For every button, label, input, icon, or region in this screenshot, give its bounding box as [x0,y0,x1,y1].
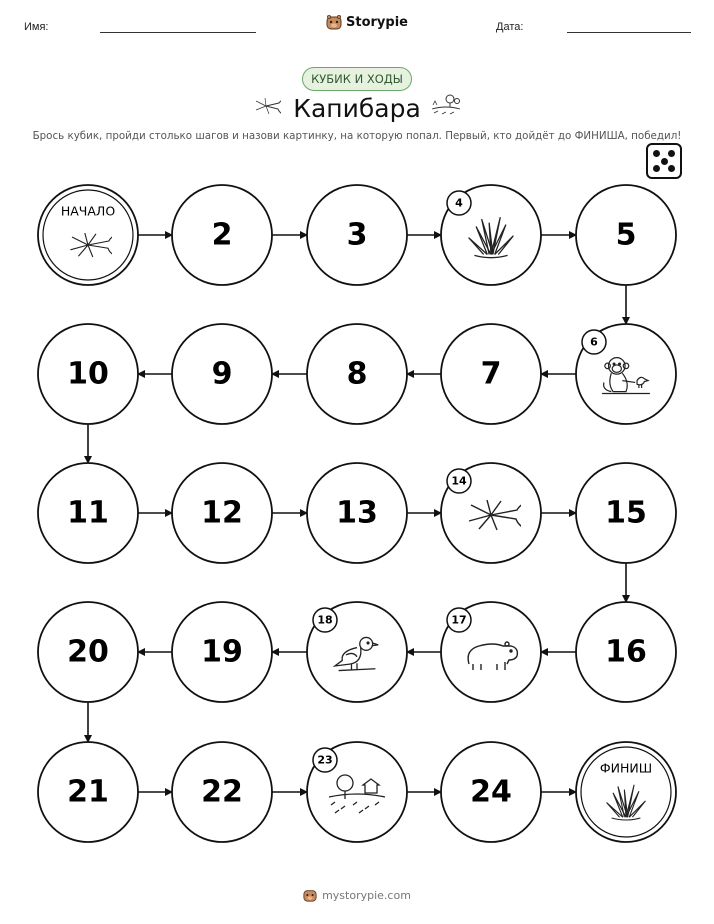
name-label: Имя: [24,21,49,33]
cell-number: 22 [201,774,243,810]
cell-number-badge [447,608,471,632]
board-cell-9[interactable] [172,324,272,424]
finish-label: ФИНИШ [599,760,653,776]
cell-number: 2 [211,217,233,253]
board-cell-2[interactable] [172,185,272,285]
page-title: Капибара [293,94,421,123]
cell-number: 15 [605,495,647,531]
board-cell-24[interactable] [441,742,541,842]
board-cell-6[interactable] [576,324,676,424]
cell-number: 10 [67,356,109,392]
cell-number: 9 [211,356,233,392]
cell-number: 21 [67,774,109,810]
cell-number: 17 [451,613,467,627]
cell-number: 18 [317,613,333,627]
capybara-logo-icon [303,888,317,902]
board-cell-17[interactable] [441,602,541,702]
start-label: НАЧАЛО [60,203,116,219]
cell-number: 12 [201,495,243,531]
cell-number: 19 [201,634,243,670]
board-cell-21[interactable] [38,742,138,842]
cell-number-badge [313,608,337,632]
cell-number: 13 [336,495,378,531]
cell-number: 6 [590,335,598,349]
board-cell-16[interactable] [576,602,676,702]
board-cell-12[interactable] [172,463,272,563]
instructions-text: Брось кубик, пройди столько шагов и назови картинку, на которую попал. Первый, кто дойдёт до ФИНИША, победил! [32,130,682,142]
brand-name: Storypie [346,14,408,30]
cell-number: 23 [317,753,333,767]
footer [0,888,714,902]
cell-number: 4 [455,196,463,210]
cell-number: 3 [346,217,368,253]
cell-number: 5 [615,217,637,253]
board-cell-23[interactable] [307,742,407,842]
board-cell-13[interactable] [307,463,407,563]
board-cell-10[interactable] [38,324,138,424]
board-cell-11[interactable] [38,463,138,563]
board-cell-3[interactable] [307,185,407,285]
cell-number-badge [313,748,337,772]
board-cell-19[interactable] [172,602,272,702]
board-cell-22[interactable] [172,742,272,842]
board-cell-18[interactable] [307,602,407,702]
board-cell-4[interactable] [441,185,541,285]
cell-number: 16 [605,634,647,670]
cell-number: 24 [470,774,512,810]
start-cell[interactable] [38,185,151,285]
cell-number: 11 [67,495,109,531]
cell-number: 14 [451,474,467,488]
cell-number: 7 [480,356,502,392]
cell-number: 20 [67,634,109,670]
board-cell-8[interactable] [307,324,407,424]
board-cell-15[interactable] [576,463,676,563]
cell-number: 8 [346,356,368,392]
cell-number-badge [447,191,471,215]
footer-url[interactable]: mystorypie.com [322,888,411,902]
game-type-badge: КУБИК И ХОДЫ [302,67,412,91]
cell-number-badge [447,469,471,493]
board-cell-5[interactable] [576,185,676,285]
cell-number-badge [582,330,606,354]
board-cell-20[interactable] [38,602,138,702]
board-cell-7[interactable] [441,324,541,424]
finish-cell[interactable] [576,742,676,842]
date-label: Дата: [496,21,524,33]
